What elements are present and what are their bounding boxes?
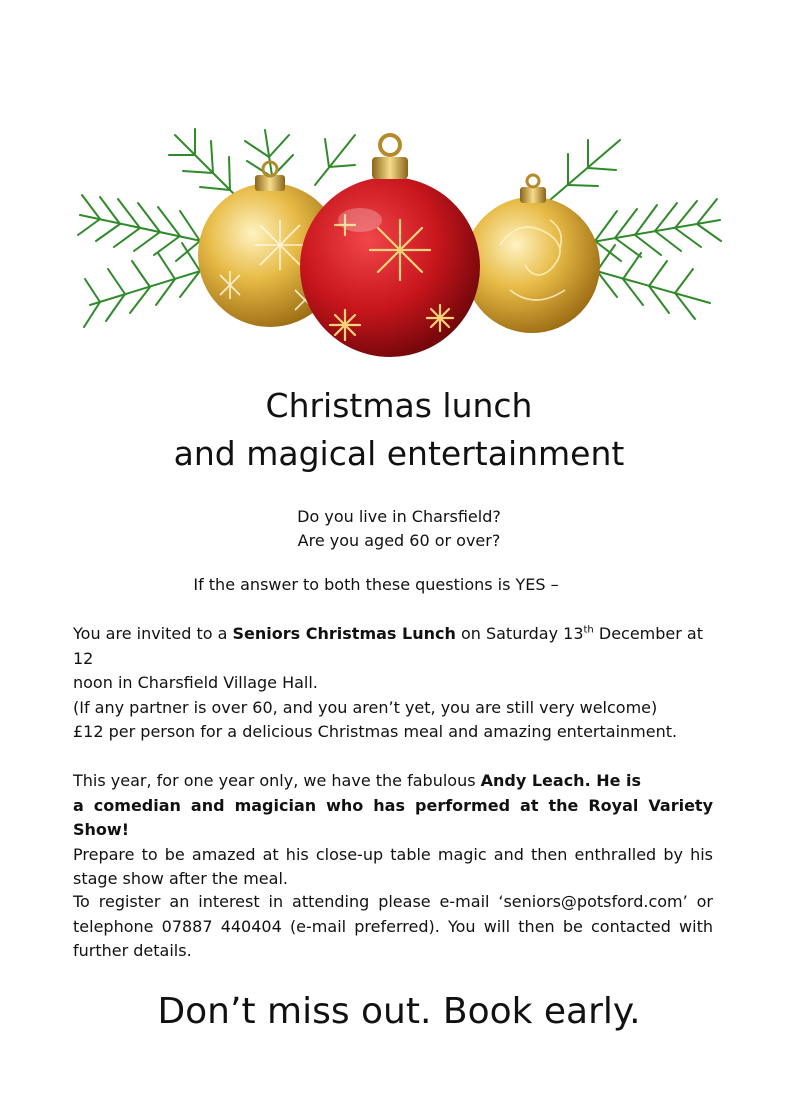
christmas-baubles-illustration: [70, 125, 725, 360]
invite-date-suffix: th: [583, 624, 594, 636]
closing-slogan: Don’t miss out. Book early.: [157, 991, 641, 1032]
heading-line-2: and magical entertainment: [173, 434, 625, 473]
invite-date-part2: December at 12: [73, 624, 703, 668]
red-bauble-center: [300, 135, 480, 357]
registration-line-2: telephone 07887 440404 (e-mail preferred). You will then be contacted with: [73, 916, 713, 936]
registration-line-1: To register an interest in attending please e-mail ‘seniors@potsford.com’ or: [73, 892, 713, 911]
invite-venue: noon in Charsfield Village Hall.: [73, 673, 318, 692]
invite-partner-note: (If any partner is over 60, and you aren’t yet, you are still very welcome): [73, 697, 658, 717]
gold-bauble-right: [464, 175, 600, 333]
question-live-in-charsfield: Do you live in Charsfield?: [297, 507, 501, 526]
question-aged-60: Are you aged 60 or over?: [297, 531, 501, 550]
heading-line-1: Christmas lunch: [265, 386, 533, 425]
performer-line-4: stage show after the meal.: [73, 869, 288, 888]
invite-prefix: You are invited to a: [73, 624, 233, 643]
performer-line-3: Prepare to be amazed at his close-up table magic and then enthralled by his: [73, 844, 713, 864]
performer-paragraph: [73, 769, 713, 892]
performer-prefix: This year, for one year only, we have the fabulous: [73, 771, 481, 790]
event-name: Seniors Christmas Lunch: [232, 624, 456, 643]
price-paragraph: £12 per person for a delicious Christmas meal and amazing entertainment.: [73, 722, 678, 741]
performer-name: Andy Leach. He is: [480, 771, 642, 790]
invite-date-part1: on Saturday 13: [455, 624, 584, 643]
registration-line-3: further details.: [73, 941, 192, 960]
registration-paragraph: [73, 890, 713, 964]
performer-description: a comedian and magician who has performed at the Royal Variety Show!: [73, 795, 713, 839]
question-answer-yes: If the answer to both these questions is YES –: [193, 575, 559, 594]
invitation-paragraph: [73, 622, 713, 720]
